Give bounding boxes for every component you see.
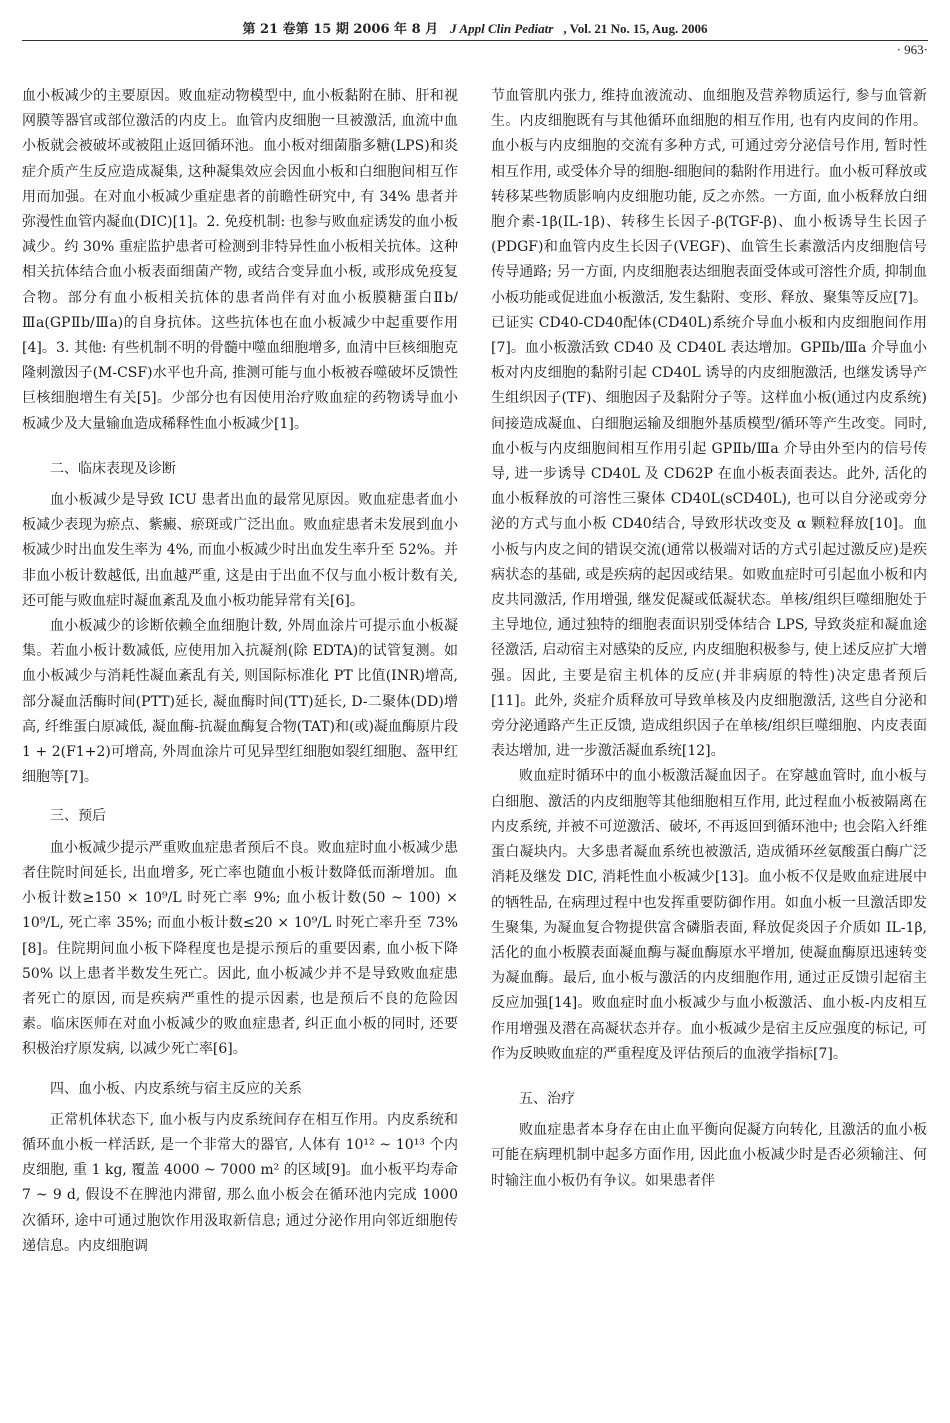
page-number: · 963· [896, 42, 928, 57]
paragraph-treatment: 败血症患者本身存在由止血平衡向促凝方向转化, 且激活的血小板可能在病理机制中起多方面作用, 因此血小板减少时是否必须输注、何时输注血小板仍有争议。如果患者伴 [491, 1122, 927, 1189]
header-rule [22, 40, 928, 41]
right-column [491, 84, 927, 1194]
paragraph-continued: 血小板减少的主要原因。败血症动物模型中, 血小板黏附在肺、肝和视网膜等器官或部位激活的内皮上。血管内皮细胞一旦被激活, 血流中血小板就会被破坏或被阻止返回循环池。血小板对细菌脂多糖(LPS)和炎症介质产生反应造成凝集, 这种凝集效应会因血小板和白细胞间相互作用而加强。在对血小板减少重症患者的前瞻性研究中, 有 34% 患者并弥漫性血管内凝血(DIC)[1]。2. 免疫机制: 也参与败血症诱发的血小板减少。约 30% 重症监护患者可检测到非特异性血小板相关抗体。这种相关抗体结合血小板表面细菌产物, 或结合变异血小板, 或形成免疫复合物。部分有血小板相关抗体的患者尚伴有对血小板膜糖蛋白Ⅱb/Ⅲa(GPⅡb/Ⅲa)的自身抗体。这些抗体也在血小板减少中起重要作用[4]。3. 其他: 有些机制不明的骨髓中噬血细胞增多, 血清中巨核细胞克隆刺激因子(M-CSF)水平也升高, 推测可能与血小板被吞噬破坏反馈性巨核细胞增生有关[5]。少部分也有因使用治疗败血症的药物诱导血小板减少及大量输血造成稀释性血小板减少[1]。 [22, 88, 458, 432]
section-heading-treatment: 五、治疗 [519, 1090, 575, 1107]
left-column [22, 84, 458, 1259]
section-heading-prognosis: 三、预后 [50, 808, 106, 825]
paragraph-relationship: 正常机体状态下, 血小板与内皮系统间存在相互作用。内皮系统和循环血小板一样活跃, 是一个非常大的器官, 人体有 10¹² ~ 10¹³ 个内皮细胞, 重 1 kg, 覆盖 4000 ~ 7000 m² 的区域[9]。血小板平均寿命 7 ~ 9 d, 假设不在脾池内滞留, 那么血小板会在循环池内完成 1000 次循环, 途中可通过胞饮作用汲取新信息; 通过分泌作用向邻近细胞传递信息。内皮细胞调 [22, 1111, 458, 1254]
paragraph-clinical-2: 血小板减少的诊断依赖全血细胞计数, 外周血涂片可提示血小板凝集。若血小板计数减低, 应使用加入抗凝剂(除 EDTA)的试管复测。如血小板减少与消耗性凝血紊乱有关, 则国际标准化 PT 比值(INR)增高, 部分凝血活酶时间(PTT)延长, 凝血酶时间(TT)延长, D-二聚体(DD)增高, 纤维蛋白原减低, 凝血酶-抗凝血酶复合物(TAT)和(或)凝血酶原片段 1 + 2(F1+2)可增高, 外周血涂片可见异型红细胞如裂红细胞、盔甲红细胞等[7]。 [22, 618, 458, 786]
volume-info: , Vol. 21 No. 15, Aug. 2006 [563, 21, 708, 36]
paragraph-clinical-1: 血小板减少是导致 ICU 患者出血的最常见原因。败血症患者血小板减少表现为瘀点、紫癜、瘀斑或广泛出血。败血症患者未发展到血小板减少时出血发生率为 4%, 而血小板减少时出血发生率升至 52%。并非血小板计数越低, 出血越严重, 这是由于出血不仅与血小板计数有关, 还可能与败血症时凝血紊乱及血小板功能异常有关[6]。 [22, 492, 458, 609]
running-head-cn: 第 21 卷第 15 期 2006 年 8 月 [242, 22, 439, 37]
paragraph-sepsis-coagulation: 败血症时循环中的血小板激活凝血因子。在穿越血管时, 血小板与白细胞、激活的内皮细胞等其他细胞相互作用, 此过程血小板被隔离在内皮系统, 并被不可逆激活、破坏, 不再返回到循环池中; 也会陷入纤维蛋白凝块内。大多患者凝血系统也被激活, 造成循环丝氨酸蛋白酶广泛消耗及继发 DIC, 消耗性血小板减少[13]。血小板不仅是败血症进展中的牺牲品, 在病理过程中也发挥重要防御作用。如血小板一旦激活即发生聚集, 为凝血复合物提供富含磷脂表面, 释放促炎因子介质如 IL-1β, 活化的血小板膜表面凝血酶与凝血酶原水平增加, 使凝血酶原迅速转变为凝血酶。最后, 血小板与激活的内皮细胞作用, 通过正反馈引起宿主反应加强[14]。败血症时血小板减少与血小板激活、血小板-内皮相互作用增强及潜在高凝状态并存。血小板减少是宿主反应强度的标记, 可作为反映败血症的严重程度及评估预后的血液学指标[7]。 [491, 768, 927, 1062]
paragraph-relationship-continued: 节血管肌内张力, 维持血液流动、血细胞及营养物质运行, 参与血管新生。内皮细胞既有与其他循环血细胞的相互作用, 也有内皮间的作用。血小板与内皮细胞的交流有多种方式, 可通过旁分泌信号作用, 暂时性相互作用, 或受体介导的细胞-细胞间的黏附作用进行。血小板可释放或转移某些物质影响内皮细胞功能, 反之亦然。一方面, 血小板释放白细胞介素-1β(IL-1β)、转移生长因子-β(TGF-β)、血小板诱导生长因子(PDGF)和血管内皮生长因子(VEGF)、血管生长素激活内皮细胞信号传导通路; 另一方面, 内皮细胞表达细胞表面受体或可溶性介质, 抑制血小板功能或促进血小板激活, 发生黏附、变形、释放、聚集等反应[7]。已证实 CD40-CD40配体(CD40L)系统介导血小板和内皮细胞间作用[7]。血小板激活致 CD40 及 CD40L 表达增加。GPⅡb/Ⅲa 介导血小板对内皮细胞的黏附引起 CD40L 诱导的内皮细胞激活, 也继发诱导产生组织因子(TF)、细胞因子及黏附分子等。这样血小板(通过内皮系统)间接造成凝血、白细胞运输及细胞外基质模型/循环等产生改变。同时, 血小板与内皮细胞间相互作用引起 GPⅡb/Ⅲa 介导由外至内的信号传导, 进一步诱导 CD40L 及 CD62P 在血小板表面表达。此外, 活化的血小板释放的可溶性三聚体 CD40L(sCD40L), 也可以自分泌或旁分泌的方式与血小板 CD40结合, 导致形状改变及 α 颗粒释放[10]。血小板与内皮之间的错误交流(通常以极端对话的方式引起过激反应)是疾病状态的基础, 或是疾病的起因或结果。如败血症时可引起血小板和内皮共同激活, 作用增强, 继发促凝或低凝状态。单核/组织巨噬细胞处于主导地位, 通过独特的细胞表面识别受体结合 LPS, 导致炎症和凝血途径激活, 启动宿主对感染的反应, 内皮细胞积极参与, 使上述反应扩大增强。因此, 主要是宿主机体的反应(并非病原的特性)决定患者预后[11]。此外, 炎症介质释放可导致单核及内皮细胞激活, 这些自分泌和旁分泌通路产生正反馈, 造成组织因子在单核/组织巨噬细胞、内皮表面表达增加, 进一步激活凝血系统[12]。 [491, 88, 927, 760]
journal-name: J Appl Clin Pediatr [450, 21, 554, 36]
paragraph-prognosis: 血小板减少提示严重败血症患者预后不良。败血症时血小板减少患者住院时间延长, 出血增多, 死亡率也随血小板计数降低而渐增加。血小板计数≥150 × 10⁹/L 时死亡率 9%; 血小板计数(50 ~ 100) × 10⁹/L, 死亡率 35%; 而血小板计数≤20 × 10⁹/L 时死亡率升至 73%[8]。住院期间血小板下降程度也是提示预后的重要因素, 血小板下降 50% 以上患者半数发生死亡。因此, 血小板减少并不是导致败血症患者死亡的原因, 而是疾病严重性的提示因素, 也是预后不良的危险因素。临床医师在对血小板减少的败血症患者, 纠正血小板的同时, 还要积极治疗原发病, 以减少死亡率[6]。 [22, 839, 458, 1058]
running-head [0, 18, 950, 37]
section-heading-clinical: 二、临床表现及诊断 [50, 460, 176, 477]
section-heading-relationship: 四、血小板、内皮系统与宿主反应的关系 [50, 1080, 302, 1097]
